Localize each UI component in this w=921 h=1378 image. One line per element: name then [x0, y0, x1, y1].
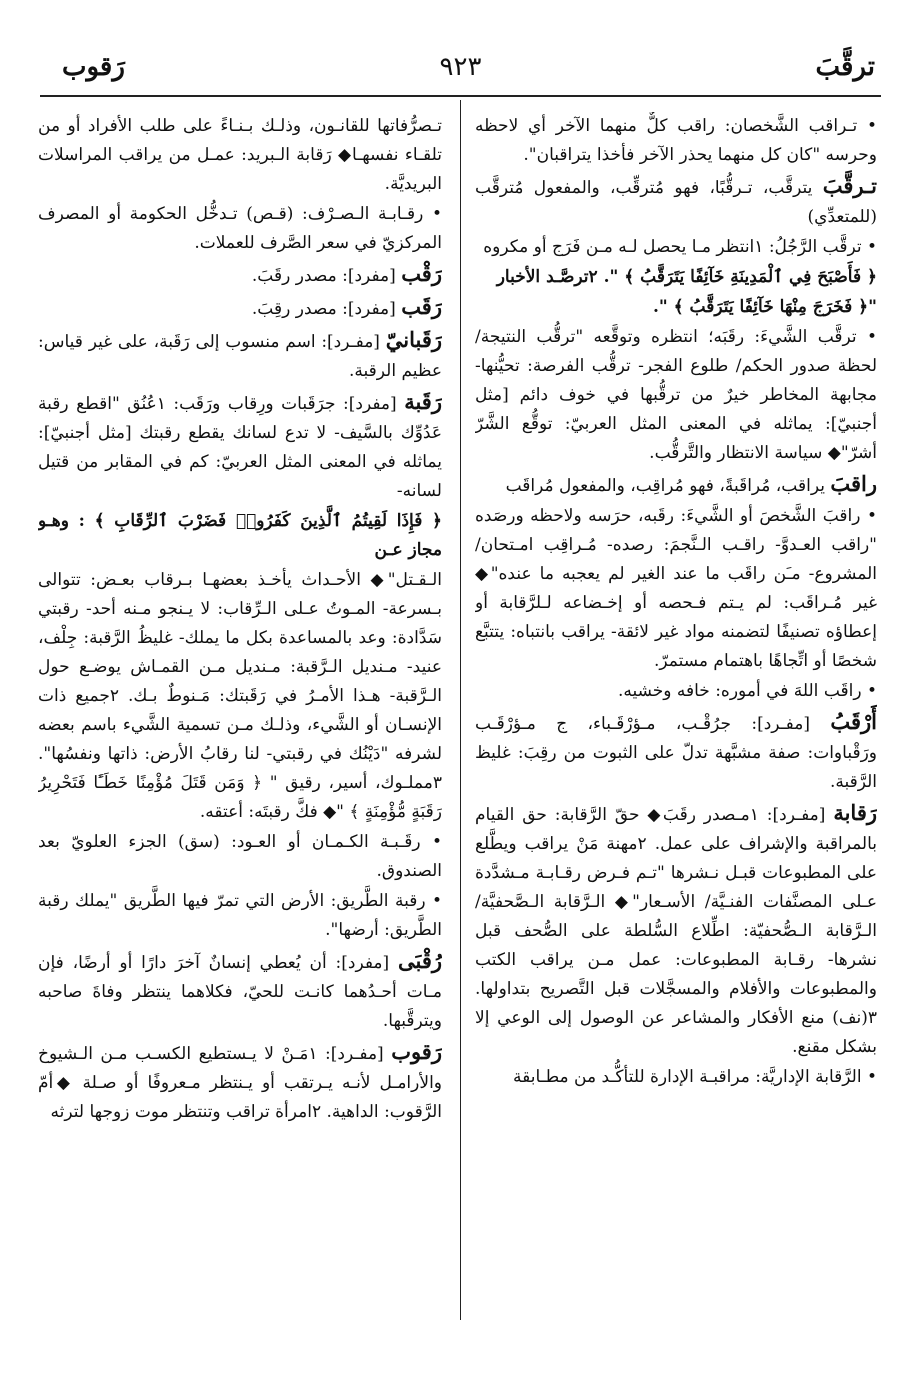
entry-text: [مفرد]: مصدر رقِبَ.	[251, 299, 396, 319]
entry-text: "﴿ فَخَرَجَ مِنْهَا خَآئِفًا يَتَرَقَّبُ ﴾ ".	[652, 297, 877, 317]
definition-paragraph	[475, 112, 877, 170]
entry-text: • رقـابـة الـصـرْف: (قـص) تـدخُّل الحكومة أو المصرف المركزيّ في سعر الصَّرف للعملات.	[38, 204, 442, 253]
definition-paragraph	[38, 112, 442, 199]
entry-text: [مفـرد]: ١مَـنْ لا يـستطيع الكسـب مـن الـشيوخ والأرامـل لأنـه يـرتقب أو يـنتظر مـعروفًا أو صـلة ◆أمّ الرَّقوب: الداهية. ٢امرأة تراقب وتنتظر موت زوجها لترثه	[38, 1044, 442, 1122]
definition-paragraph	[38, 566, 442, 827]
entry-text: • الرَّقابة الإداريَّة: مراقبـة الإدارة للتأكُّـد من مطـابقة	[513, 1067, 877, 1087]
definition-paragraph	[38, 887, 442, 945]
entry-text: الـقـتل"◆ الأحـداث يأخـذ بعضهـا بـرقاب بعـض: تتوالى بـسرعة- المـوتُ عـلى الـرِّقاب: لا يـنجو مـنه أحد- رقبتي سَدَّادة: وعد بالمساعدة بكل ما يملك- غليظُ الرَّقبة: جِلْف، عنيد- مـنديل الـرَّقبة: مـنديل مـن القمـاش يوضـع حول الـرَّقبة- هـذا الأمـرُ في رَقَبتك: مَـنوطٌ بـك. ٢جميع ذات الإنسـان أو الشَّيء، وذلـك مـن تسمية الشَّيء باسم بعضه لشرفه "دَيْنُك في رقبتي- لنا رقابُ الأرض: ذاتها ونفسُها". ٣مملـوك، أسير، رقيق " ﴿ وَمَن قَتَلَ مُؤْمِنًا خَطَـًٔا فَتَحْرِيرُ رَقَبَةٍ مُّؤْمِنَةٍ ﴾ "◆ فكَّ رقبتَه: أعتقه.	[38, 570, 442, 822]
running-head-left: رَقوب	[62, 52, 125, 82]
column-divider	[460, 100, 461, 1320]
entry-text: • رقَـبـة الكـمـان أو العـود: (سق) الجزء العلويّ بعد الصندوق.	[38, 832, 442, 881]
dictionary-entry	[475, 469, 877, 501]
dictionary-entry	[38, 387, 442, 506]
entry-text: • راقَب اللهَ في أموره: خافه وخشيه.	[617, 681, 877, 701]
entry-text: [مفرد]: مصدر رقَبَ.	[251, 266, 396, 286]
entry-text: • رقبة الطَّريق: الأرض التي تمرّ فيها الطَّريق "يملك رقبة الطَّريق: أرضها".	[38, 891, 442, 940]
dictionary-entry	[38, 946, 442, 1036]
dictionary-entry	[38, 292, 442, 324]
entry-headword: أَرْقَبُ	[830, 709, 877, 734]
entry-text: يترقَّب، تـرقُّبًا، فهو مُترقِّب، والمفعول مُترقَّب (للمتعدِّي)	[475, 178, 877, 227]
entry-text: [مفـرد]: ١مـصدر رقَبَ◆ حقّ الرَّقابة: حق القيام بالمراقبة والإشراف على عمل. ٢مهنة مَنْ يراقب ويطَّلع على المطبوعات قبـل نـشرها "تـم فـرض رقـابـة مـشدَّدة عـلى المصنَّفات الفنـيَّة/ الأسـعار"◆ الـرَّقابة الـصَّحفيَّة/ الـرَّقابة الـصُّحفيّة: اطِّلاع السُّلطة على الصُّحف قبل نشرها- رقـابة المطبوعات: عمل مـن يراقب الكتب والمطبوعات والأفلام والمسجَّلات قبل التَّصريح بتداولها. ٣(نف) منع الأفكار والمشاعر عن الوصول إلى الوعي إلا بشكل مقنع.	[475, 805, 877, 1057]
entry-text: • تـراقب الشَّخصان: راقب كلٌّ منهما الآخر أي لاحظه وحرسه "كان كل منهما يحذر الآخر فأخذا يتراقبان".	[475, 116, 877, 165]
running-head-right: ترقَّبَ	[815, 52, 875, 82]
entry-text: [مفـرد]: اسم منسوب إلى رَقَبة، على غير قياس: عظيم الرقبة.	[38, 332, 442, 381]
entry-text: يراقب، مُراقَبةً، فهو مُراقِب، والمفعول مُراقَب	[505, 476, 825, 496]
entry-text: [مفرد]: أن يُعطي إنسانٌ آخرَ دارًا أو أرضًا، فإن مـات أحـدُهما كانـت للحيّ، فكلاهما ينتظر وفاةَ صاحبه ويترقَّبها.	[38, 953, 442, 1031]
entry-text: ﴿ فَأَصْبَحَ فِي ٱلْمَدِينَةِ خَآئِفًا يَتَرَقَّبُ ﴾ ". ٢ترصَّـد الأخبار	[496, 267, 877, 287]
entry-text: [مفرد]: جرَقَبات ورِقاب ورَقَب: ١عُنُق "اقطع رقبة عَدُوِّك بالسَّيف- لا تدع لسانك يقطع رقبتك [مثل أجنبيّ]: يماثله في المعنى المثل العربيّ: كم في المقابر من قتيل لسانه-	[38, 394, 442, 501]
right-column	[475, 112, 877, 1338]
entry-text: ﴿ فَإِذَا لَقِيتُمُ ٱلَّذِينَ كَفَرُوا۟ فَضَرْبَ ٱلرِّقَابِ ﴾ : وهـو مجاز عـن	[38, 511, 442, 560]
entry-text: تـصرُّفاتها للقانـون، وذلـك بـنـاءً على طلب الأفراد أو من تلقـاء نفسهـا◆ رَقابة الـبريد: عمـل من يراقب المراسلات البريديَّة.	[38, 116, 442, 194]
header-rule	[40, 95, 881, 97]
entry-headword: تـرقَّبَ	[822, 173, 877, 198]
entry-text: [مفـرد]: جرُقْـب، مـؤرْقَـباء، ج مـؤرْقَـب ورَقْباوات: صفة مشبَّهة تدلّ على الثبوت من رقِبَ: غليظ الرَّقبة.	[475, 714, 877, 792]
entry-headword: رَقوب	[391, 1039, 442, 1064]
entry-headword: رُقْبَى	[397, 948, 442, 973]
entry-headword: رَقَب	[401, 294, 442, 319]
dictionary-entry	[38, 325, 442, 386]
dictionary-entry	[475, 798, 877, 1062]
definition-paragraph	[475, 233, 877, 262]
dictionary-entry	[475, 707, 877, 797]
dictionary-entry	[38, 259, 442, 291]
dictionary-entry	[475, 171, 877, 232]
definition-paragraph	[475, 502, 877, 676]
entry-headword: راقبَ	[830, 471, 877, 496]
entry-text: • ترقَّب الرَّجُلُ: ١انتظر مـا يحصل لـه مـن فَرَج أو مكروه	[483, 237, 877, 257]
definition-paragraph	[475, 677, 877, 706]
definition-paragraph	[475, 1063, 877, 1092]
entry-headword: رَقابة	[833, 800, 877, 825]
left-column	[38, 112, 442, 1338]
entry-text: • راقبَ الشَّخصَ أو الشَّيءَ: رقَبه، حرَسه ولاحظه ورصَده "راقب العـدوَّ- راقـب الـنَّجمَ: رصده- مُـراقِب امـتحان/ المشروع- مـَن راقَب ما عند الغير لم يعجبه ما عنده"◆ غير مُـراقَب: لم يـتم فـحصه أو إخـضاعه لـلرَّقابة أو إعطاؤه تصنيفًا لتضمنه مواد غير لائقة- يراقب بانتباه: يتتبَّع شخصًا أو اتِّجاهًا باهتمام مستمرّ.	[475, 506, 877, 671]
page-header	[40, 52, 881, 92]
entry-headword: رَقَبانيّ	[385, 327, 442, 352]
definition-paragraph	[38, 828, 442, 886]
quran-quote	[475, 293, 877, 322]
page-number: ٩٢٣	[439, 52, 482, 82]
quran-quote	[475, 263, 877, 292]
definition-paragraph	[38, 200, 442, 258]
definition-paragraph	[475, 323, 877, 468]
entry-headword: رَقْب	[401, 261, 442, 286]
dictionary-entry	[38, 1037, 442, 1127]
entry-text: • ترقَّب الشَّيءَ: رقَبَه؛ انتظره وتوقَّعه "ترقُّب النتيجة/ لحظة صدور الحكم/ طلوع الفجر- ترقُّب الفرصة: تحيُّنها- مجابهة المخاطر خيرٌ من ترقُّبها في خوف دائم [مثل أجنبيّ]: يماثله في المعنى المثل العربيّ: توقُّع الشَّرّ أشرّ"◆ سياسة الانتظار والتَّرقُّب.	[475, 327, 877, 463]
quran-quote	[38, 507, 442, 565]
entry-headword: رَقَبة	[404, 389, 442, 414]
